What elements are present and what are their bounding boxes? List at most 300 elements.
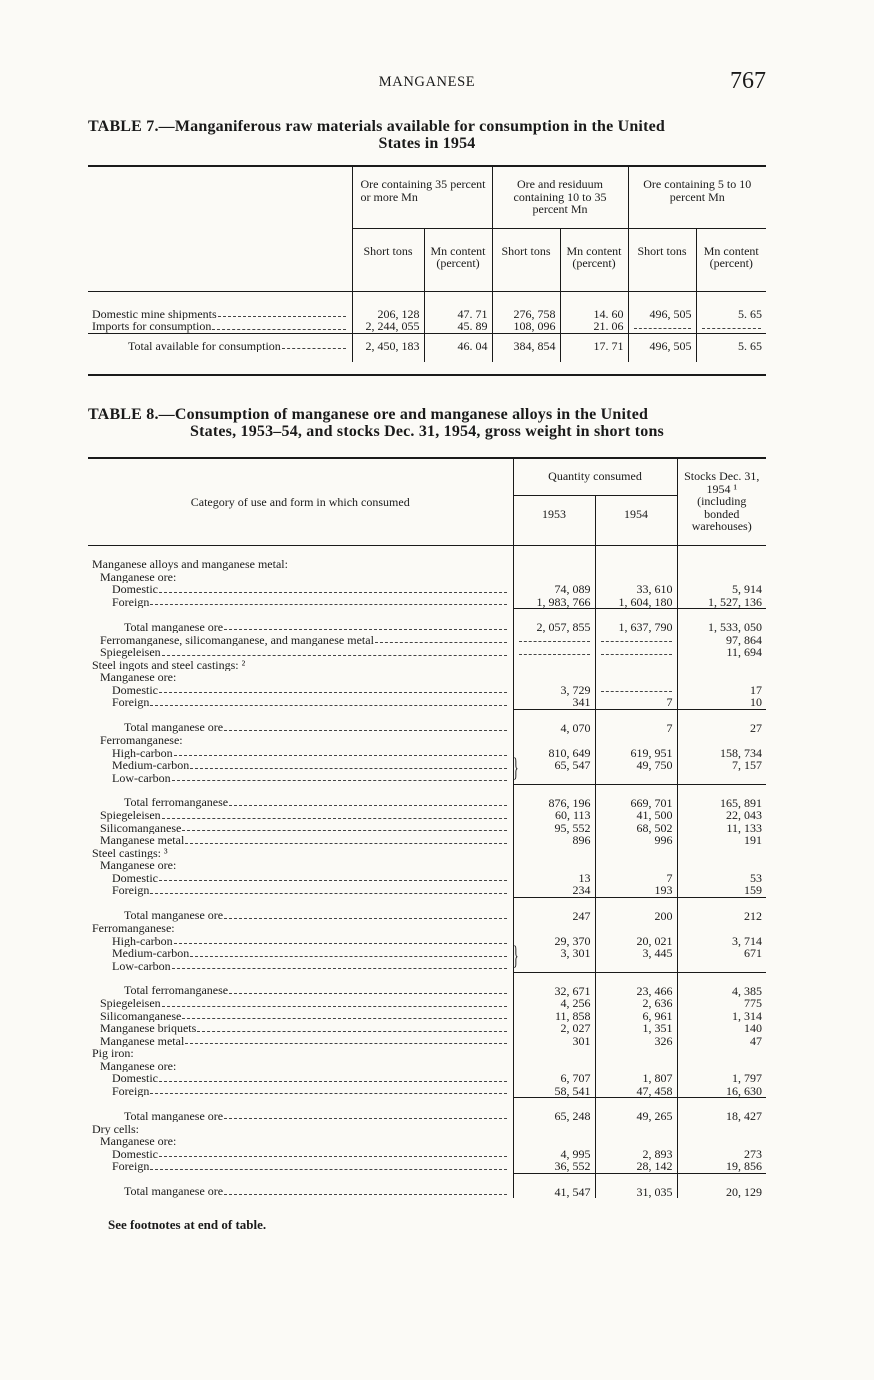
table-cell: 60, 113 bbox=[513, 809, 595, 822]
row-label bbox=[100, 1060, 509, 1073]
table-cell bbox=[595, 546, 677, 571]
table-cell: 20, 021 bbox=[595, 935, 677, 948]
table-cell: 11, 133 bbox=[677, 822, 766, 835]
brace-glyph: } bbox=[512, 941, 519, 970]
row-label-cell bbox=[88, 922, 513, 935]
row-label-cell bbox=[88, 571, 513, 584]
row-label-cell bbox=[88, 747, 513, 760]
row-label bbox=[100, 734, 509, 747]
row-label-text: Medium-carbon bbox=[112, 947, 190, 960]
row-label-cell bbox=[88, 320, 352, 333]
row-label-text: Total ferromanganese bbox=[124, 796, 229, 809]
table-cell bbox=[677, 847, 766, 860]
table-cell: 41, 500 bbox=[595, 809, 677, 822]
table-row bbox=[88, 947, 766, 960]
table-cell: 165, 891 bbox=[677, 784, 766, 809]
table-cell: 158, 734 bbox=[677, 747, 766, 760]
row-label-cell bbox=[88, 1085, 513, 1098]
row-label bbox=[100, 822, 509, 835]
table-cell bbox=[595, 772, 677, 785]
row-label-text: High-carbon bbox=[112, 934, 173, 947]
row-label-text: Pig iron: bbox=[92, 1047, 134, 1060]
row-label-text: Silicomanganese bbox=[100, 1009, 182, 1022]
row-label-cell bbox=[88, 759, 513, 772]
table-cell: 996 bbox=[595, 834, 677, 847]
table-row bbox=[88, 734, 766, 747]
row-label-cell bbox=[88, 859, 513, 872]
table-cell: 2, 636 bbox=[595, 997, 677, 1010]
row-label-cell bbox=[88, 696, 513, 709]
table-row bbox=[88, 1123, 766, 1136]
table-cell: 19, 856 bbox=[677, 1160, 766, 1173]
table-cell: 47. 71 bbox=[424, 291, 492, 320]
table-cell: 16, 630 bbox=[677, 1085, 766, 1098]
row-label-text: Manganese ore: bbox=[100, 1135, 177, 1148]
table7-bottom-rule bbox=[88, 374, 766, 376]
table-cell: 10 bbox=[677, 696, 766, 709]
table-cell: 47 bbox=[677, 1035, 766, 1048]
row-label-text: Manganese ore: bbox=[100, 859, 177, 872]
row-label bbox=[92, 659, 509, 672]
row-label bbox=[124, 621, 509, 634]
table-total-row bbox=[88, 1173, 766, 1198]
row-label bbox=[100, 809, 509, 822]
table7-group-header: Ore containing 5 to 10 percent Mn bbox=[628, 166, 766, 228]
row-label-text: Ferromanganese: bbox=[100, 734, 183, 747]
table-cell: 775 bbox=[677, 997, 766, 1010]
row-label-cell bbox=[88, 822, 513, 835]
table-cell: 14. 60 bbox=[560, 291, 628, 320]
table-row bbox=[88, 684, 766, 697]
row-label bbox=[100, 834, 509, 847]
table7-stub-header bbox=[88, 166, 352, 228]
table-cell bbox=[595, 1123, 677, 1136]
row-label-cell bbox=[88, 884, 513, 897]
row-label-text: Ferromanganese, silicomanganese, and manganese metal bbox=[100, 633, 374, 646]
table-cell bbox=[677, 1123, 766, 1136]
leader-dots bbox=[159, 691, 507, 693]
table-cell: 159 bbox=[677, 884, 766, 897]
leader-dots bbox=[229, 804, 506, 806]
leader-dots bbox=[224, 628, 506, 630]
table-cell bbox=[595, 1135, 677, 1148]
table-cell: 41, 547 bbox=[513, 1173, 595, 1198]
table-cell bbox=[677, 546, 766, 571]
row-label-text: Foreign bbox=[112, 595, 150, 608]
table-cell: 7 bbox=[595, 872, 677, 885]
row-label bbox=[112, 1148, 509, 1161]
table-row bbox=[88, 659, 766, 672]
table-cell: 140 bbox=[677, 1022, 766, 1035]
row-label bbox=[100, 1035, 509, 1048]
table-cell: 32, 671 bbox=[513, 972, 595, 997]
table-cell bbox=[513, 960, 595, 973]
table-row bbox=[88, 1022, 766, 1035]
table-cell: 74, 089 bbox=[513, 583, 595, 596]
row-label-text: Total available for consumption bbox=[128, 339, 281, 352]
table-cell: 810, 649 bbox=[513, 747, 595, 760]
row-label bbox=[112, 884, 509, 897]
col-header-mn-content: Mn content (percent) bbox=[696, 228, 766, 291]
table-row bbox=[88, 809, 766, 822]
brace-glyph: } bbox=[512, 753, 519, 782]
row-label-cell bbox=[88, 1098, 513, 1123]
table-cell: 1, 637, 790 bbox=[595, 609, 677, 634]
table-row bbox=[88, 634, 766, 647]
leader-dots bbox=[174, 942, 507, 944]
table-cell bbox=[677, 734, 766, 747]
row-label-text: Total manganese ore bbox=[124, 721, 224, 734]
table-cell: 47, 458 bbox=[595, 1085, 677, 1098]
row-label bbox=[100, 571, 509, 584]
row-label bbox=[112, 947, 509, 960]
table-cell: 2, 027 bbox=[513, 1022, 595, 1035]
table-cell bbox=[628, 320, 696, 333]
row-label-cell bbox=[88, 847, 513, 860]
row-label bbox=[100, 859, 509, 872]
leader-dots bbox=[174, 754, 507, 756]
table-cell: 1, 983, 766 bbox=[513, 596, 595, 609]
row-label bbox=[100, 1010, 509, 1023]
table7-group-header: Ore containing 35 percent or more Mn bbox=[352, 166, 492, 228]
table-cell: 28, 142 bbox=[595, 1160, 677, 1173]
row-label-cell bbox=[88, 872, 513, 885]
table-row bbox=[88, 583, 766, 596]
col-header-mn-content: Mn content (percent) bbox=[424, 228, 492, 291]
row-label-text: Manganese metal bbox=[100, 1034, 185, 1047]
row-label-text: Steel ingots and steel castings: ² bbox=[92, 658, 246, 671]
table-cell: 876, 196 bbox=[513, 784, 595, 809]
table7-title bbox=[88, 118, 766, 152]
row-label-text: Total manganese ore bbox=[124, 909, 224, 922]
row-label-text: Total manganese ore bbox=[124, 1109, 224, 1122]
table8-header-row bbox=[88, 458, 766, 496]
table8-stocks-header: Stocks Dec. 31, 1954 ¹ (including bonded warehouses) bbox=[677, 458, 766, 546]
table-cell: 4, 070 bbox=[513, 709, 595, 734]
table-cell: 619, 951 bbox=[595, 747, 677, 760]
table-cell: 23, 466 bbox=[595, 972, 677, 997]
row-label-cell bbox=[88, 1123, 513, 1136]
table-cell: 18, 427 bbox=[677, 1098, 766, 1123]
table-cell: 6, 961 bbox=[595, 1010, 677, 1023]
table-cell: 669, 701 bbox=[595, 784, 677, 809]
row-label-cell bbox=[88, 960, 513, 973]
row-label-cell bbox=[88, 935, 513, 948]
table-cell bbox=[595, 1047, 677, 1060]
leader-dots bbox=[229, 992, 506, 994]
table-cell: 65, 248 bbox=[513, 1098, 595, 1123]
row-label bbox=[100, 671, 509, 684]
row-label-text: Spiegeleisen bbox=[100, 646, 161, 659]
table-row bbox=[88, 1085, 766, 1098]
col-header-short-tons: Short tons bbox=[352, 228, 424, 291]
row-label-cell bbox=[88, 834, 513, 847]
row-label-text: Domestic bbox=[112, 871, 158, 884]
table-cell-value: 3, 301 bbox=[560, 946, 591, 960]
leader-dots bbox=[172, 779, 507, 781]
row-label bbox=[112, 696, 509, 709]
table8-title-line1: TABLE 8.—Consumption of manganese ore and manganese alloys in the United bbox=[88, 406, 649, 423]
row-label-text: Total manganese ore bbox=[124, 620, 224, 633]
table-cell: 384, 854 bbox=[492, 333, 560, 362]
table7-title-line1: TABLE 7.—Manganiferous raw materials available for consumption in the United bbox=[88, 118, 665, 135]
table-cell: 234 bbox=[513, 884, 595, 897]
table-cell: 273 bbox=[677, 1148, 766, 1161]
table-row bbox=[88, 884, 766, 897]
row-label-text: Manganese alloys and manganese metal: bbox=[92, 558, 288, 571]
table-cell: 2, 057, 855 bbox=[513, 609, 595, 634]
row-label bbox=[112, 684, 509, 697]
row-label bbox=[112, 872, 509, 885]
table8-title-line2: States, 1953–54, and stocks Dec. 31, 1954, gross weight in short tons bbox=[190, 423, 664, 440]
leader-dots bbox=[162, 654, 507, 656]
row-label-text: Foreign bbox=[112, 1084, 150, 1097]
row-label bbox=[112, 759, 509, 772]
table-total-row bbox=[88, 1098, 766, 1123]
table-cell: 3, 714 bbox=[677, 935, 766, 948]
leader-dots bbox=[182, 1017, 506, 1019]
table-cell: 11, 858 bbox=[513, 1010, 595, 1023]
table-cell bbox=[513, 634, 595, 647]
table-cell: 212 bbox=[677, 897, 766, 922]
table-row bbox=[88, 596, 766, 609]
table-cell: 1, 527, 136 bbox=[677, 596, 766, 609]
table-cell bbox=[595, 922, 677, 935]
row-label bbox=[112, 596, 509, 609]
table-cell: 7 bbox=[595, 709, 677, 734]
table-cell: 1, 604, 180 bbox=[595, 596, 677, 609]
table-cell: 7, 157 bbox=[677, 759, 766, 772]
row-label-text: Manganese metal bbox=[100, 834, 185, 847]
table-cell bbox=[512, 941, 595, 970]
row-label-cell bbox=[88, 947, 513, 960]
row-label-cell bbox=[88, 1160, 513, 1173]
leader-dots bbox=[162, 1005, 507, 1007]
table-row bbox=[88, 291, 766, 320]
leader-dots bbox=[185, 1042, 506, 1044]
row-label-cell bbox=[88, 897, 513, 922]
row-label bbox=[112, 935, 509, 948]
table-cell: 1, 807 bbox=[595, 1072, 677, 1085]
leader-dots bbox=[150, 1092, 506, 1094]
table-cell bbox=[513, 922, 595, 935]
leader-dots bbox=[159, 879, 507, 881]
row-label bbox=[92, 308, 348, 321]
table-cell: 276, 758 bbox=[492, 291, 560, 320]
row-label-text: Total ferromanganese bbox=[124, 984, 229, 997]
table-cell: 7 bbox=[595, 696, 677, 709]
table7-stub-cell bbox=[88, 228, 352, 291]
leader-dots bbox=[224, 1193, 506, 1195]
table8-quantity-header: Quantity consumed bbox=[513, 458, 677, 496]
col-header-mn-content: Mn content (percent) bbox=[560, 228, 628, 291]
row-label-cell bbox=[88, 583, 513, 596]
table-row bbox=[88, 997, 766, 1010]
leader-dots bbox=[150, 704, 506, 706]
row-label-cell bbox=[88, 684, 513, 697]
table-cell: 4, 995 bbox=[513, 1148, 595, 1161]
table-cell bbox=[677, 1135, 766, 1148]
leader-dots bbox=[190, 955, 506, 957]
row-label-cell bbox=[88, 333, 352, 362]
leader-dots bbox=[150, 603, 506, 605]
table-cell bbox=[677, 922, 766, 935]
leader-dots bbox=[185, 842, 506, 844]
row-label bbox=[92, 320, 348, 333]
row-label-cell bbox=[88, 1060, 513, 1073]
table-cell bbox=[677, 1047, 766, 1060]
row-label-text: Spiegeleisen bbox=[100, 809, 161, 822]
table-cell bbox=[595, 646, 677, 659]
table-cell: 206, 128 bbox=[352, 291, 424, 320]
leader-dots bbox=[150, 892, 506, 894]
row-label bbox=[100, 634, 509, 647]
table-cell: 36, 552 bbox=[513, 1160, 595, 1173]
table-cell: 97, 864 bbox=[677, 634, 766, 647]
row-label-cell bbox=[88, 634, 513, 647]
table-cell: 33, 610 bbox=[595, 583, 677, 596]
table-cell bbox=[513, 1047, 595, 1060]
row-label bbox=[100, 1022, 509, 1035]
table-cell bbox=[513, 772, 595, 785]
table-cell: 341 bbox=[513, 696, 595, 709]
leader-dots bbox=[224, 917, 506, 919]
row-label-text: Foreign bbox=[112, 1160, 150, 1173]
table-cell-value: 65, 547 bbox=[554, 758, 591, 772]
table-cell: 896 bbox=[513, 834, 595, 847]
table-row bbox=[88, 922, 766, 935]
table-row bbox=[88, 1072, 766, 1085]
row-label bbox=[112, 772, 509, 785]
row-label bbox=[112, 583, 509, 596]
table-row bbox=[88, 671, 766, 684]
row-label bbox=[124, 909, 509, 922]
leader-dots bbox=[162, 817, 507, 819]
table8-stub-header: Category of use and form in which consumed bbox=[88, 458, 513, 546]
table-row bbox=[88, 1160, 766, 1173]
table-cell bbox=[595, 684, 677, 697]
leader-dots bbox=[159, 1155, 507, 1157]
table-cell: 29, 370 bbox=[513, 935, 595, 948]
table-row bbox=[88, 1035, 766, 1048]
table-cell: 68, 502 bbox=[595, 822, 677, 835]
row-label-text: Manganese ore: bbox=[100, 671, 177, 684]
table-cell: 1, 533, 050 bbox=[677, 609, 766, 634]
row-label bbox=[124, 1185, 509, 1198]
row-label bbox=[128, 340, 348, 353]
table-cell bbox=[513, 859, 595, 872]
row-label-text: Total manganese ore bbox=[124, 1185, 224, 1198]
table-total-row bbox=[88, 709, 766, 734]
col-header-1953: 1953 bbox=[513, 496, 595, 546]
table-cell: 22, 043 bbox=[677, 809, 766, 822]
table-cell bbox=[512, 753, 595, 782]
table7-subheader-row bbox=[88, 228, 766, 291]
table-cell: 247 bbox=[513, 897, 595, 922]
row-label-text: Imports for consumption bbox=[92, 320, 212, 333]
row-label bbox=[92, 1123, 509, 1136]
row-label bbox=[100, 646, 509, 659]
row-label-cell bbox=[88, 546, 513, 571]
table-cell bbox=[595, 659, 677, 672]
table-cell: 45. 89 bbox=[424, 320, 492, 333]
row-label-cell bbox=[88, 671, 513, 684]
table-cell: 4, 385 bbox=[677, 972, 766, 997]
table-total-row bbox=[88, 784, 766, 809]
leader-dots bbox=[172, 967, 507, 969]
table-cell: 3, 729 bbox=[513, 684, 595, 697]
row-label-text: Medium-carbon bbox=[112, 759, 190, 772]
row-label-cell bbox=[88, 646, 513, 659]
row-label-text: Spiegeleisen bbox=[100, 997, 161, 1010]
row-label bbox=[112, 1072, 509, 1085]
leader-dots bbox=[150, 1168, 506, 1170]
leader-dots bbox=[224, 1117, 506, 1119]
row-label bbox=[100, 1135, 509, 1148]
row-label-text: Manganese ore: bbox=[100, 1059, 177, 1072]
table-row bbox=[88, 834, 766, 847]
table-cell: 13 bbox=[513, 872, 595, 885]
table-cell: 2, 450, 183 bbox=[352, 333, 424, 362]
row-label-cell bbox=[88, 659, 513, 672]
row-label bbox=[92, 558, 509, 571]
table-total-row bbox=[88, 972, 766, 997]
table-cell bbox=[595, 671, 677, 684]
table-cell bbox=[677, 960, 766, 973]
table-cell: 49, 750 bbox=[595, 759, 677, 772]
row-label-cell bbox=[88, 1010, 513, 1023]
table-cell: 193 bbox=[595, 884, 677, 897]
row-label bbox=[92, 1047, 509, 1060]
table-row bbox=[88, 546, 766, 571]
table-cell bbox=[513, 1123, 595, 1136]
table-cell: 53 bbox=[677, 872, 766, 885]
table-cell: 6, 707 bbox=[513, 1072, 595, 1085]
row-label-text: Dry cells: bbox=[92, 1122, 139, 1135]
table-cell: 58, 541 bbox=[513, 1085, 595, 1098]
leader-dots bbox=[212, 328, 345, 330]
col-header-short-tons: Short tons bbox=[492, 228, 560, 291]
row-label-text: Manganese ore: bbox=[100, 570, 177, 583]
table-cell bbox=[677, 772, 766, 785]
table-cell: 46. 04 bbox=[424, 333, 492, 362]
table-cell: 2, 893 bbox=[595, 1148, 677, 1161]
leader-dots bbox=[190, 767, 506, 769]
col-header-short-tons: Short tons bbox=[628, 228, 696, 291]
table-cell: 671 bbox=[677, 947, 766, 960]
leader-dots bbox=[197, 1030, 506, 1032]
table-cell bbox=[513, 646, 595, 659]
col-header-1954: 1954 bbox=[595, 496, 677, 546]
table-row bbox=[88, 696, 766, 709]
row-label-cell bbox=[88, 1022, 513, 1035]
table-cell: 191 bbox=[677, 834, 766, 847]
row-label-text: Low-carbon bbox=[112, 771, 171, 784]
table-cell: 17 bbox=[677, 684, 766, 697]
row-label-cell bbox=[88, 997, 513, 1010]
running-head: MANGANESE bbox=[378, 74, 476, 90]
leader-dots bbox=[159, 1080, 507, 1082]
table-cell: 20, 129 bbox=[677, 1173, 766, 1198]
table8 bbox=[88, 458, 766, 1198]
table-cell bbox=[595, 734, 677, 747]
row-label bbox=[112, 747, 509, 760]
row-label-text: Steel castings: ³ bbox=[92, 846, 168, 859]
table-cell: 27 bbox=[677, 709, 766, 734]
row-label bbox=[124, 984, 509, 997]
table-cell: 108, 096 bbox=[492, 320, 560, 333]
table-cell: 5. 65 bbox=[696, 291, 766, 320]
